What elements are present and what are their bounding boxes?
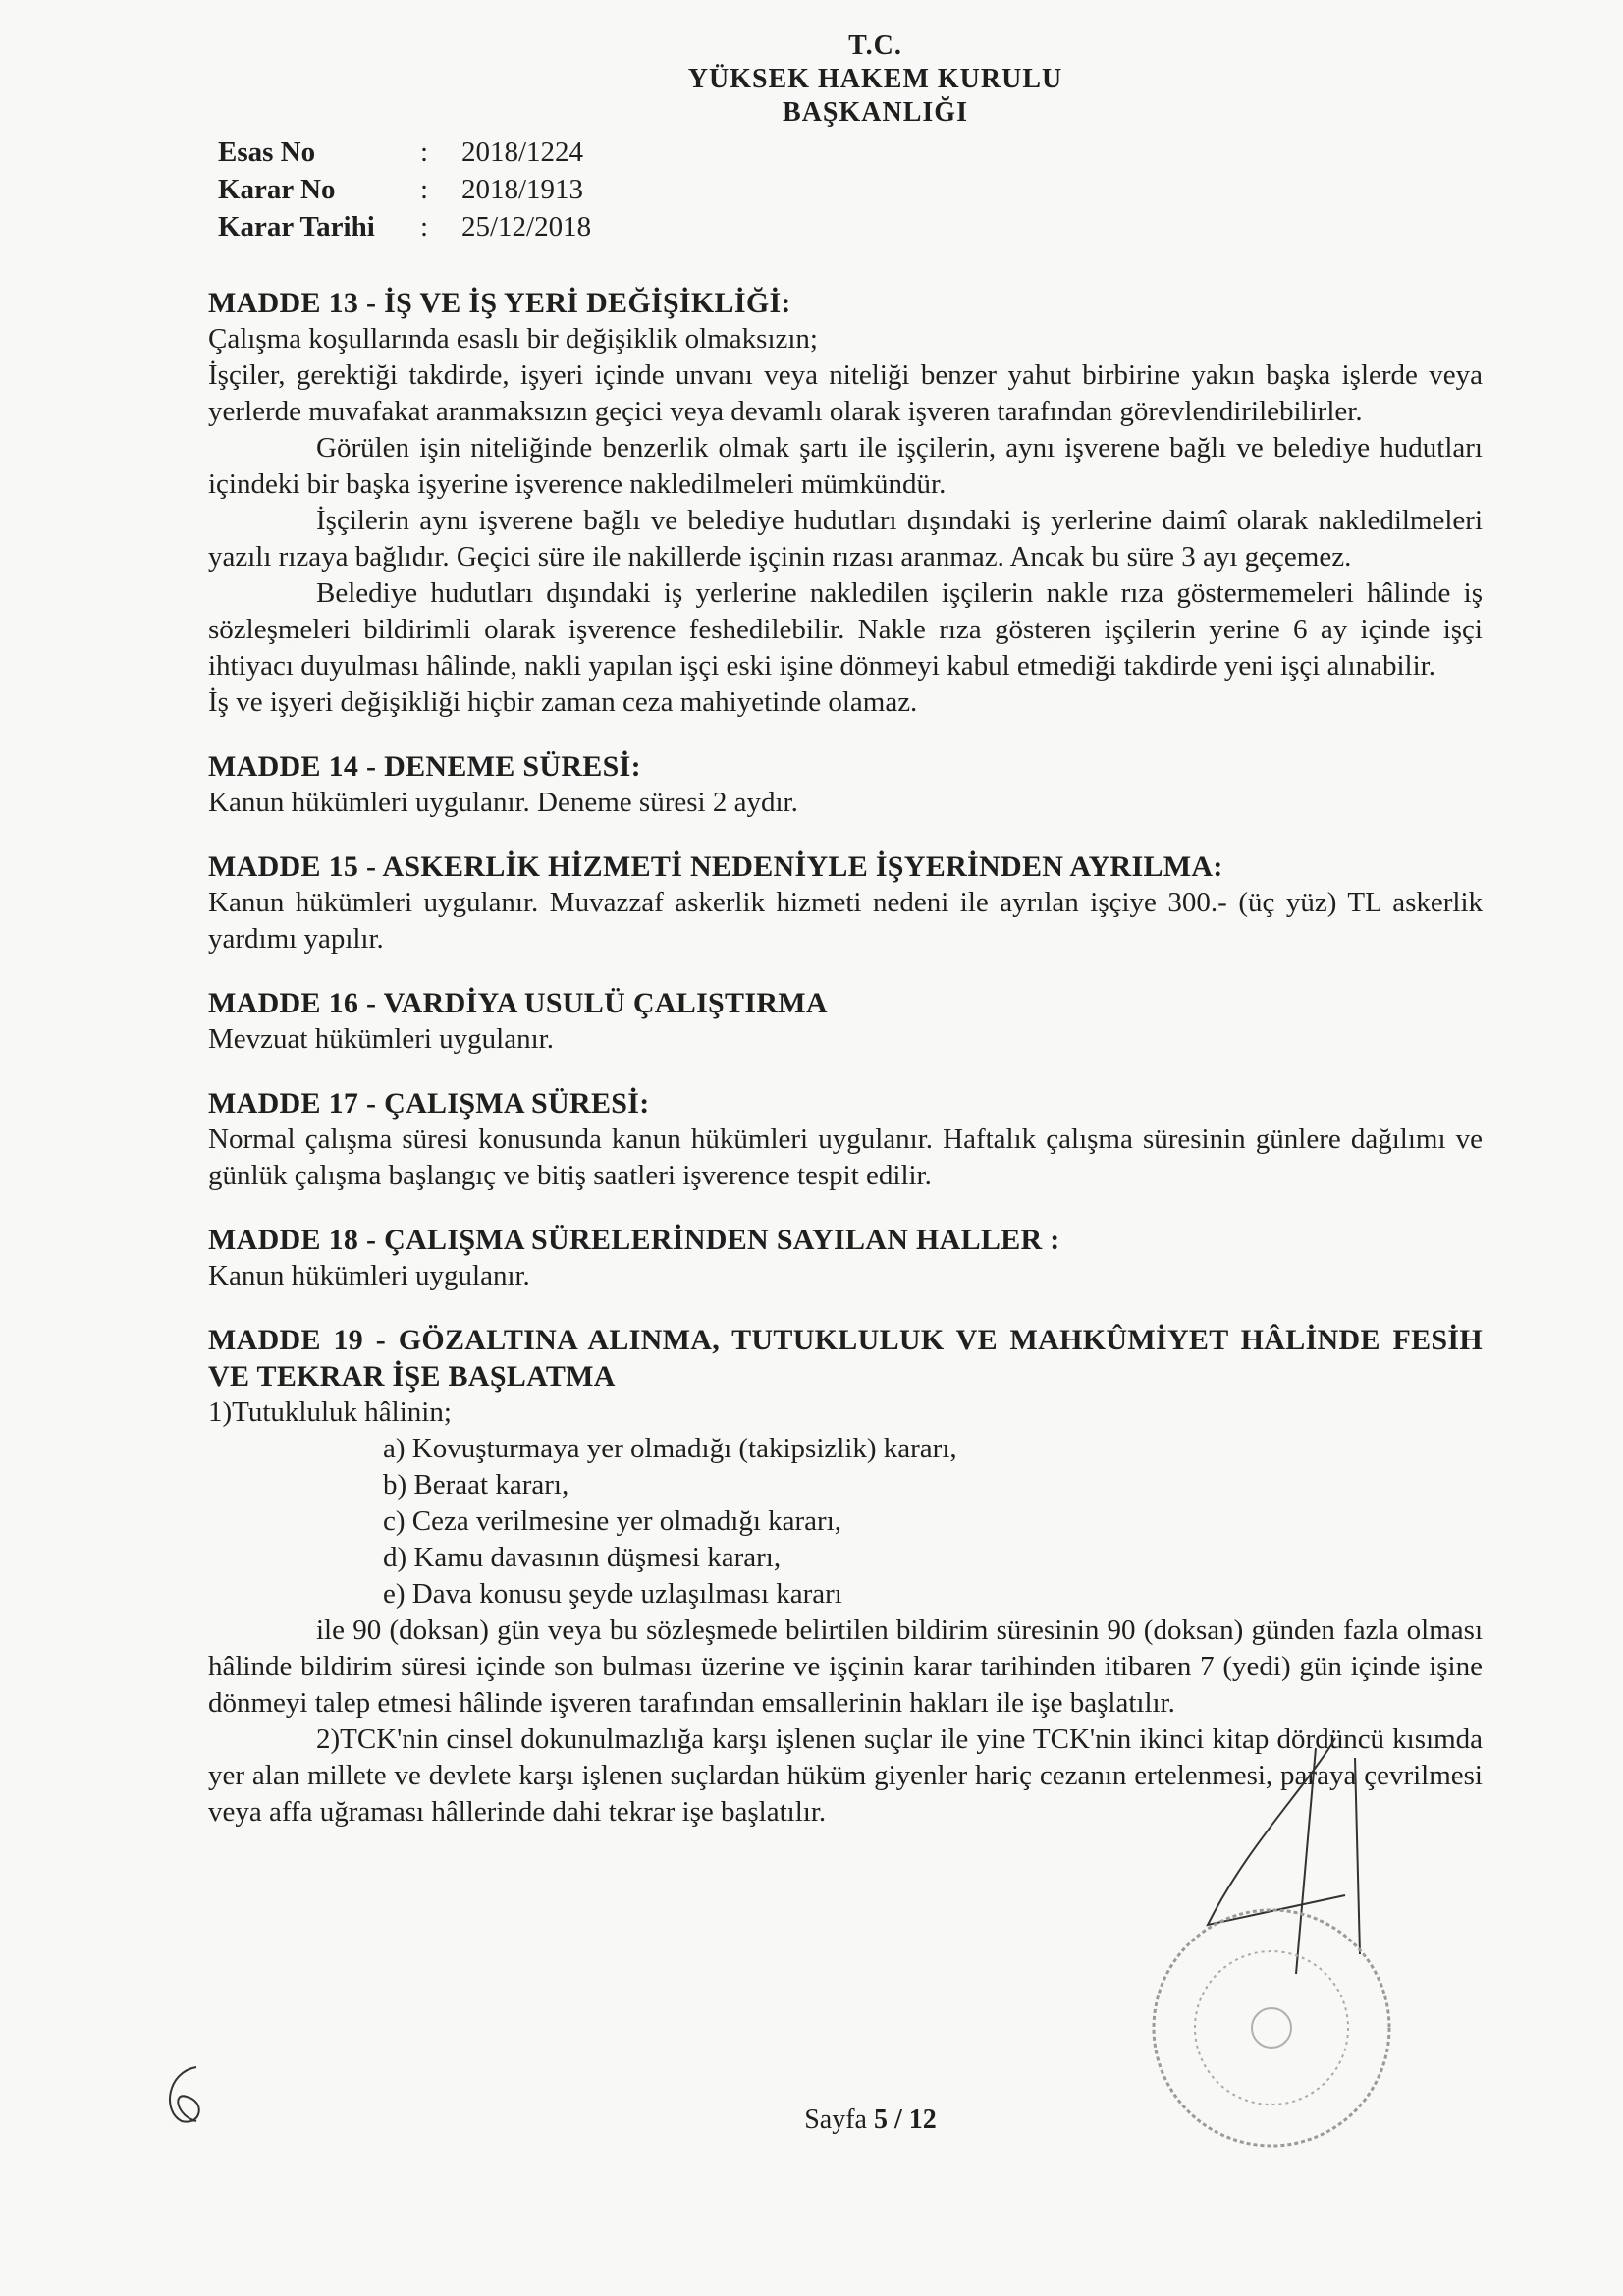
article-13-p2: İşçiler, gerektiği takdirde, işyeri içinde unvanı veya niteliği benzer yahut birbirine yakın başka işlerde veya yerlerde muvafakat aranmaksızın geçici veya devamlı olarak işveren tarafından görevlendirilebilirler. — [208, 359, 1483, 427]
meta-row-karar — [218, 171, 591, 208]
article-15-title: MADDE 15 - ASKERLİK HİZMETİ NEDENİYLE İŞYERİNDEN AYRILMA: — [208, 850, 1223, 883]
meta-colon: : — [420, 211, 429, 243]
article-14-p1: Kanun hükümleri uygulanır. Deneme süresi 2 aydır. — [208, 787, 798, 818]
list-item: e) Dava konusu şeyde uzlaşılması kararı — [383, 1578, 842, 1610]
article-13-p3: Görülen işin niteliğinde benzerlik olmak şartı ile işçilerin, aynı işverene bağlı ve belediye hudutları içindeki bir başka işyerine işverence nakledilmeleri mümkündür. — [208, 432, 1483, 500]
article-13-p4: İşçilerin aynı işverene bağlı ve belediye hudutları dışındaki iş yerlerine daimî olarak nakledilmeleri yazılı rızaya bağlıdır. Geçici süre ile nakillerde işçinin rızası aranmaz. Ancak bu süre 3 ayı geçemez. — [208, 505, 1483, 573]
meta-row-esas — [218, 134, 591, 171]
page-number: 5 / 12 — [873, 2105, 937, 2135]
meta-colon: : — [420, 174, 429, 205]
case-meta — [218, 134, 591, 246]
article-16-p1: Mevzuat hükümleri uygulanır. — [208, 1023, 554, 1055]
article-19-list — [383, 1431, 1483, 1613]
article-19-title: MADDE 19 - GÖZALTINA ALINMA, TUTUKLULUK VE MAHKÛMİYET HÂLİNDE FESİH VE TEKRAR İŞE BAŞLATMA — [208, 1324, 1483, 1393]
article-19-intro: 1)Tutukluluk hâlinin; — [208, 1396, 452, 1428]
meta-value: 2018/1913 — [461, 174, 584, 205]
article-19-p1: ile 90 (doksan) gün veya bu sözleşmede belirtilen bildirim süresinin 90 (doksan) günden fazla olması hâlinde bildirim süresi içinde son bulması üzerine ve işçinin karar tarihinden itibaren 7 (yedi) gün içinde işine dönmeyi talep etmesi hâlinde işveren tarafından emsallerinin hakları ile işe başlatılır. — [208, 1614, 1483, 1719]
list-item: b) Beraat kararı, — [383, 1469, 569, 1501]
list-item: d) Kamu davasının düşmesi kararı, — [383, 1542, 782, 1573]
page-footer — [59, 2105, 1623, 2136]
meta-key: Esas No — [218, 137, 316, 168]
meta-key: Karar Tarihi — [218, 211, 375, 243]
header-line-institution: YÜKSEK HAKEM KURULU — [687, 64, 1063, 94]
document-body — [208, 285, 1483, 1831]
meta-value: 2018/1224 — [461, 137, 584, 168]
article-13-p1: Çalışma koşullarında esaslı bir değişiklik olmaksızın; — [208, 323, 818, 355]
article-14-title: MADDE 14 - DENEME SÜRESİ: — [208, 750, 641, 783]
document-header — [0, 29, 1623, 130]
article-17-title: MADDE 17 - ÇALIŞMA SÜRESİ: — [208, 1087, 650, 1120]
header-line-tc: T.C. — [848, 30, 902, 61]
article-17-p1: Normal çalışma süresi konusunda kanun hükümleri uygulanır. Haftalık çalışma süresinin günlere dağılımı ve günlük çalışma başlangıç ve bitiş saatleri işverence tespit edilir. — [208, 1123, 1483, 1191]
article-15-p1: Kanun hükümleri uygulanır. Muvazzaf askerlik hizmeti nedeni ile ayrılan işçiye 300.- (üç yüz) TL askerlik yardımı yapılır. — [208, 887, 1483, 955]
meta-colon: : — [420, 137, 429, 168]
meta-key: Karar No — [218, 174, 336, 205]
footer-label: Sayfa — [804, 2105, 867, 2135]
article-13-p6: İş ve işyeri değişikliği hiçbir zaman ceza mahiyetinde olamaz. — [208, 686, 918, 718]
meta-row-tarih — [218, 208, 591, 246]
article-13-title: MADDE 13 - İŞ VE İŞ YERİ DEĞİŞİKLİĞİ: — [208, 287, 791, 319]
article-16-title: MADDE 16 - VARDİYA USULÜ ÇALIŞTIRMA — [208, 987, 828, 1019]
meta-value: 25/12/2018 — [461, 211, 592, 243]
header-line-office: BAŞKANLIĞI — [783, 97, 968, 128]
list-item: a) Kovuşturmaya yer olmadığı (takipsizlik) kararı, — [383, 1433, 957, 1464]
list-item: c) Ceza verilmesine yer olmadığı kararı, — [383, 1505, 842, 1537]
article-18-p1: Kanun hükümleri uygulanır. — [208, 1260, 530, 1291]
article-18-title: MADDE 18 - ÇALIŞMA SÜRELERİNDEN SAYILAN HALLER : — [208, 1224, 1060, 1256]
article-13-p5: Belediye hudutları dışındaki iş yerlerine nakledilen işçilerin nakle rıza göstermemeleri hâlinde iş sözleşmeleri bildirimli olarak işverence feshedilebilir. Nakle rıza gösteren işçilerin yerine 6 ay içinde işçi ihtiyacı duyulması hâlinde, nakli yapılan işçi eski işine dönmeyi kabul etmediği takdirde yeni işçi alınabilir. — [208, 577, 1483, 682]
article-19-p2: 2)TCK'nin cinsel dokunulmazlığa karşı işlenen suçlar ile yine TCK'nin ikinci kitap dördüncü kısımda yer alan millete ve devlete karşı işlenen suçlardan hüküm giyenler hariç cezanın ertelenmesi, paraya çevrilmesi veya affa uğraması hâllerinde dahi tekrar işe başlatılır. — [208, 1723, 1483, 1828]
